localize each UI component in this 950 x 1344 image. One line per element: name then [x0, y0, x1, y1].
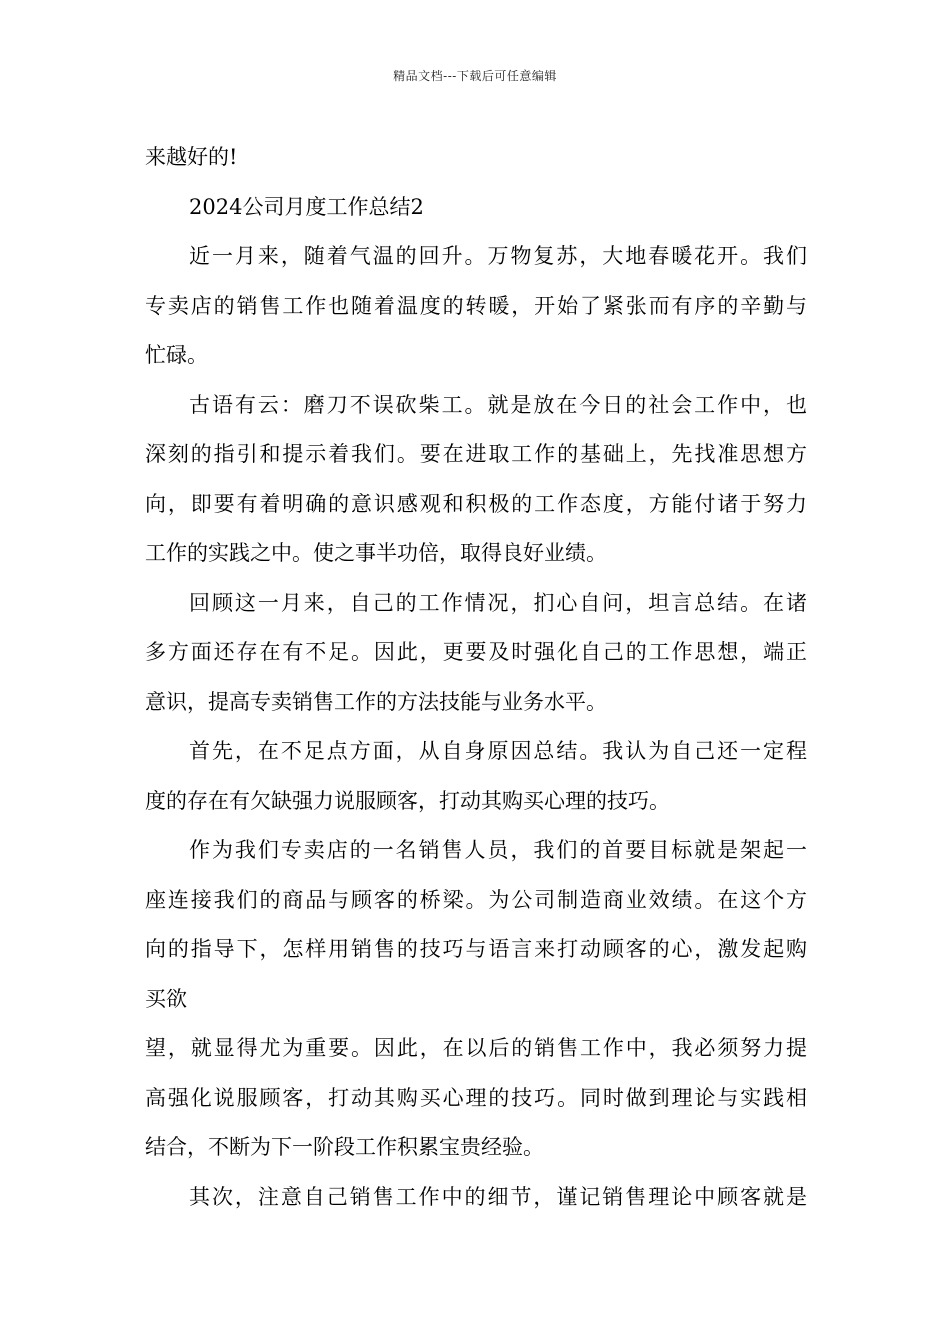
page-header: 精品文档---下载后可任意编辑 — [393, 69, 557, 83]
text-line: 古语有云：磨刀不误砍柴工。就是放在今日的社会工作中，也 — [189, 392, 807, 417]
text-line: 工作的实践之中。使之事半功倍，取得良好业绩。 — [145, 541, 607, 565]
document-body — [145, 133, 807, 1222]
text-line: 多方面还存在有不足。因此，更要及时强化自己的工作思想，端正 — [145, 640, 807, 664]
text-line: 意识，提高专卖销售工作的方法技能与业务水平。 — [145, 689, 607, 714]
text-line: 作为我们专卖店的一名销售人员，我们的首要目标就是架起一 — [189, 838, 807, 862]
text-line: 结合，不断为下一阶段工作积累宝贵经验。 — [145, 1135, 544, 1159]
text-line: 专卖店的销售工作也随着温度的转暖，开始了紧张而有序的辛勤与 — [145, 293, 807, 318]
text-line: 深刻的指引和提示着我们。要在进取工作的基础上，先找准思想方 — [145, 442, 807, 466]
text-line: 近一月来，随着气温的回升。万物复苏，大地春暖花开。我们 — [189, 244, 807, 268]
text-line: 向，即要有着明确的意识感观和积极的工作态度，方能付诸于努力 — [145, 491, 807, 516]
text-line: 买欲 — [145, 986, 187, 1011]
text-line: 来越好的! — [145, 145, 238, 169]
text-line: 回顾这一月来，自己的工作情况，扪心自问，坦言总结。在诸 — [189, 590, 807, 615]
text-line: 度的存在有欠缺强力说服顾客，打动其购买心理的技巧。 — [145, 788, 670, 813]
text-line: 忙碌。 — [145, 343, 208, 367]
section-title: 2024公司月度工作总结2 — [189, 194, 424, 219]
text-line: 望，就显得尤为重要。因此，在以后的销售工作中，我必须努力提 — [145, 1036, 807, 1060]
text-line: 座连接我们的商品与顾客的桥梁。为公司制造商业效绩。在这个方 — [145, 887, 807, 912]
text-line: 高强化说服顾客，打动其购买心理的技巧。同时做到理论与实践相 — [145, 1085, 807, 1110]
text-line: 首先，在不足点方面，从自身原因总结。我认为自己还一定程 — [189, 739, 807, 763]
text-line: 向的指导下，怎样用销售的技巧与语言来打动顾客的心，激发起购 — [145, 937, 807, 961]
text-line: 其次，注意自己销售工作中的细节，谨记销售理论中顾客就是 — [189, 1184, 807, 1209]
